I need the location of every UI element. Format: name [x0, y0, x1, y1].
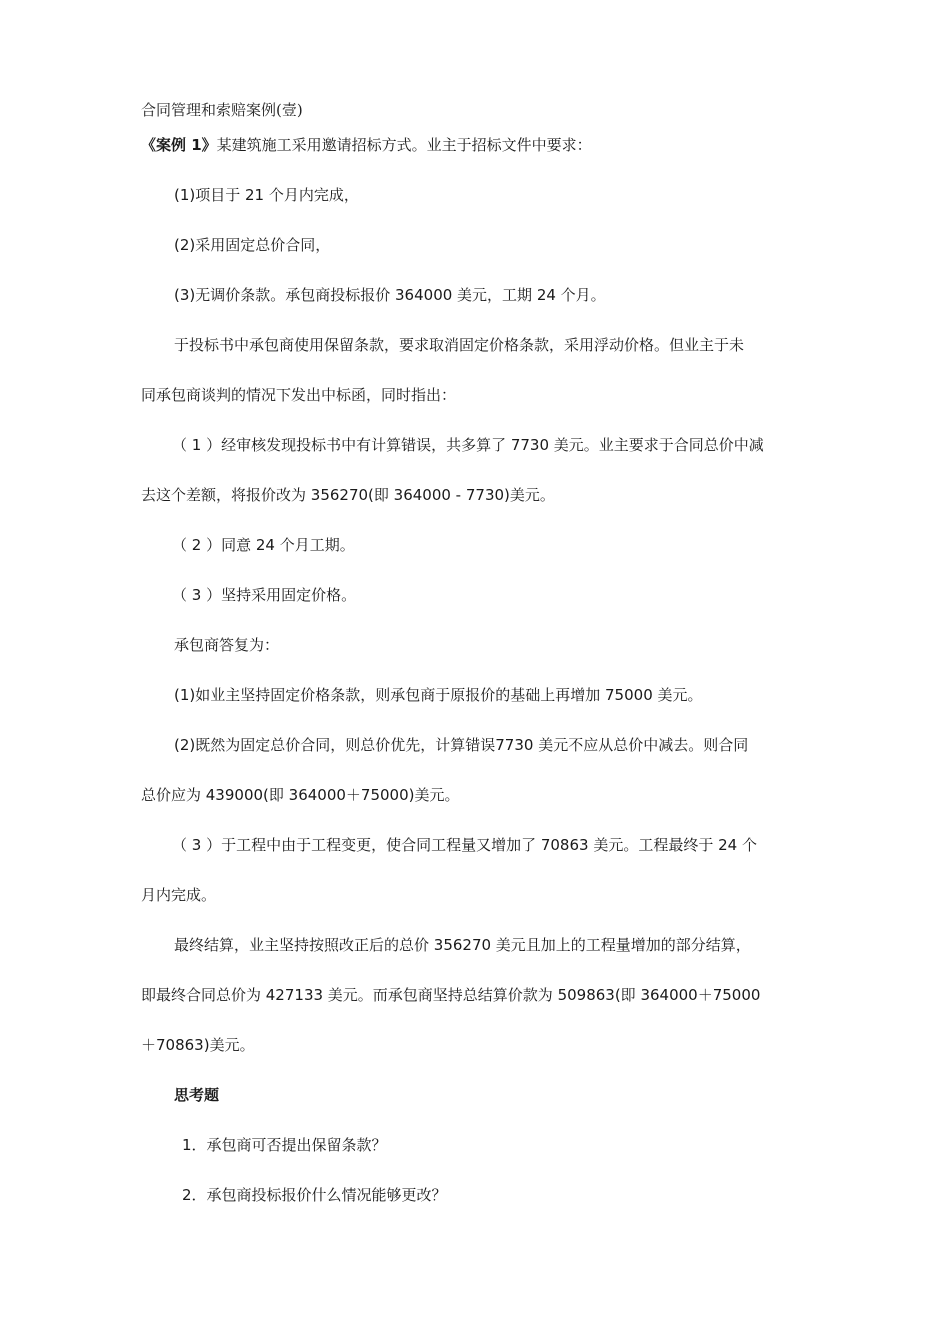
- contractor-point-1: (1)如业主坚持固定价格条款，则承包商于原报价的基础上再增加 75000 美元。: [174, 686, 703, 704]
- contractor-point-2-line-2: 总价应为 439000(即 364000＋75000)美元。: [141, 786, 460, 804]
- question-1: 1．承包商可否提出保留条款？: [182, 1136, 387, 1154]
- document-title: 合同管理和索赔案例(壹): [141, 101, 303, 119]
- owner-point-1-line-1: （ 1 ）经审核发现投标书中有计算错误，共多算了 7730 美元。业主要求于合同总价中减: [172, 436, 764, 454]
- requirement-1: (1)项目于 21 个月内完成，: [174, 186, 359, 204]
- owner-point-1-line-2: 去这个差额，将报价改为 356270(即 364000 - 7730)美元。: [141, 486, 555, 504]
- settlement-line-3: ＋70863)美元。: [141, 1036, 255, 1054]
- contractor-point-2-line-1: (2)既然为固定总价合同，则总价优先，计算错误7730 美元不应从总价中减去。则合同: [174, 736, 749, 754]
- owner-point-2: （ 2 ）同意 24 个月工期。: [172, 536, 355, 554]
- reserve-paragraph-line-2: 同承包商谈判的情况下发出中标函，同时指出：: [141, 386, 457, 404]
- owner-point-3: （ 3 ）坚持采用固定价格。: [172, 586, 357, 604]
- questions-heading: 思考题: [174, 1086, 220, 1104]
- settlement-line-1: 最终结算，业主坚持按照改正后的总价 356270 美元且加上的工程量增加的部分结算，: [174, 936, 751, 954]
- question-2: 2．承包商投标报价什么情况能够更改？: [182, 1186, 447, 1204]
- contractor-reply-label: 承包商答复为：: [174, 636, 280, 654]
- case-intro-text: 某建筑施工采用邀请招标方式。业主于招标文件中要求：: [216, 136, 592, 154]
- requirement-3: (3)无调价条款。承包商投标报价 364000 美元，工期 24 个月。: [174, 286, 606, 304]
- contractor-point-3-line-2: 月内完成。: [141, 886, 217, 904]
- case-intro-line: [141, 134, 592, 156]
- settlement-line-2: 即最终合同总价为 427133 美元。而承包商坚持总结算价款为 509863(即 364000＋75000: [141, 986, 761, 1004]
- case-label: 《案例 1》: [141, 136, 217, 154]
- requirement-2: (2)采用固定总价合同，: [174, 236, 331, 254]
- reserve-paragraph-line-1: 于投标书中承包商使用保留条款，要求取消固定价格条款，采用浮动价格。但业主于未: [174, 336, 745, 354]
- contractor-point-3-line-1: （ 3 ）于工程中由于工程变更，使合同工程量又增加了 70863 美元。工程最终于 24 个: [172, 836, 757, 854]
